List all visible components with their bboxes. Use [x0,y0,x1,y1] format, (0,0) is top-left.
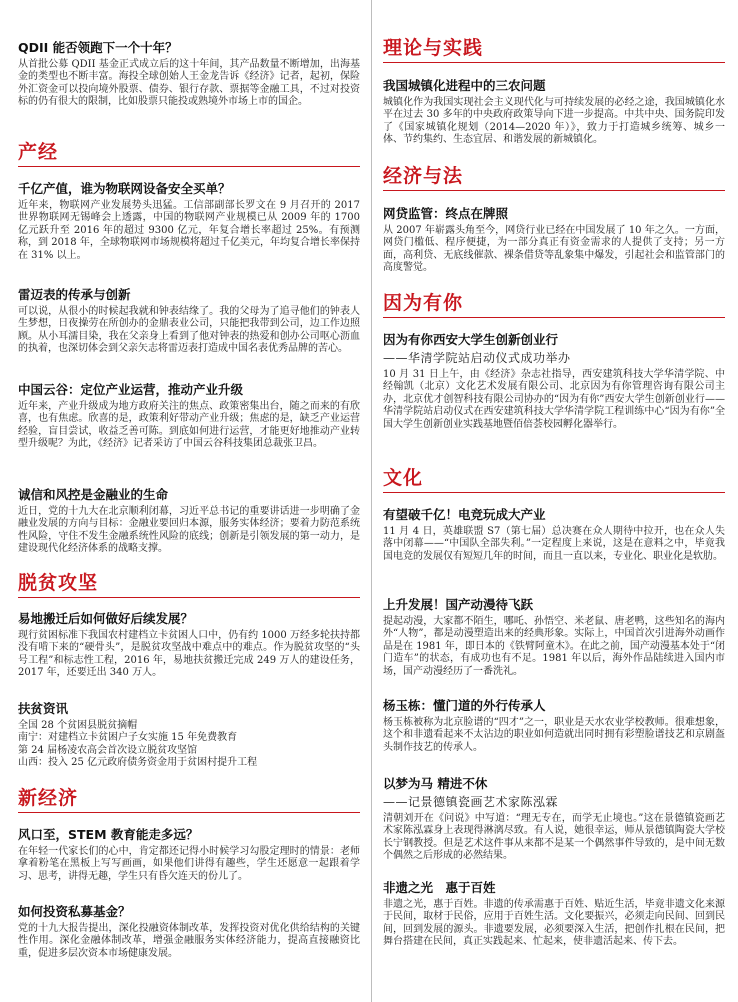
article-body: 清朝刘开在《问说》中写道：“理无专在，而学无止境也。”这在景德镇瓷画艺术家陈泓霖身上表现得淋漓尽致。有人说，她很幸运，师从景德镇陶瓷大学校长宁钢教授。但是艺术这件事从来都不是某一个偶然事件导致的，是中间无数个偶然之后形成的必然结果。 [383,813,725,862]
article-body: 城镇化作为我国实现社会主义现代化与可持续发展的必经之途，我国城镇化水平在过去 30 多年的中央政府政策导向下进一步提高。中共中央、国务院印发了《国家城镇化规划（2014—2020 年）》，致力于打造城乡统筹、城乡一体、节约集约、生态宜居、和谐发展的新城镇化。 [383,97,725,146]
list-item[interactable]: 山西：投入 25 亿元政府债务资金用于贫困村提升工程 [18,757,258,769]
article-china-cloud-valley[interactable] [18,382,360,451]
section-heading-theory-practice[interactable]: 理论与实践 [383,37,484,59]
article-title: 上升发展！国产动漫待飞跃 [383,597,534,612]
article-relocation[interactable] [18,611,360,680]
article-body: 近年来，产业升级成为地方政府关注的焦点、政策密集出台，随之而来的有欣喜，也有焦虑。欣喜的是，政策利好带动产业升级；焦虑的是，缺乏产业运营经验，盲目尝试，收益乏善可陈。到底如何进行运营，才能更好地推动产业转型升级呢？为此，《经济》记者采访了中国云谷科技集团总裁张卫昌。 [18,401,360,450]
article-title: 易地搬迁后如何做好后续发展？ [18,611,194,626]
article-body: 10 月 31 日上午，由《经济》杂志社指导，西安建筑科技大学华清学院、中经翰凯（北京）文化艺术发展有限公司、北京因为有你管理咨询有限公司主办，北京优才创智科技有限公司协办的“因为有你”西安大学生创新创业行——华清学院站启动仪式在西安建筑科技大学华清学院工程训练中心“因为有你”全国大学生创新创业实践基地暨佰倍荟校园孵化器举行。 [383,369,725,430]
list-item[interactable]: 全国 28 个贫困县脱贫摘帽 [18,720,138,731]
article-body: 从 2007 年崭露头角至今，网贷行业已经在中国发展了 10 年之久。一方面，网贷门槛低、程序便捷，为一部分真正有资金需求的人提供了支持；另一方面，高利贷、无底线催款、裸条借贷等乱象集中爆发，引起社会和监管部门的高度警觉。 [383,225,725,274]
article-title: 非遗之光 惠于百姓 [383,880,496,895]
article-title: QDII 能否领跑下一个十年？ [18,40,178,55]
list-item[interactable]: 第 24 届杨凌农高会首次设立脱贫攻坚馆 [18,744,198,756]
article-p2p-regulation[interactable] [383,206,725,275]
section-divider [383,492,725,493]
article-xian-innovation[interactable] [383,332,725,431]
section-heading-poverty[interactable]: 脱贫攻坚 [18,572,99,594]
section-heading-new-economy[interactable]: 新经济 [18,787,79,809]
article-subtitle: ——记景德镇瓷画艺术家陈泓霖 [383,795,559,809]
section-divider [18,166,360,167]
article-title: 有望破千亿！电竞玩成大产业 [383,507,546,522]
article-stem-education[interactable] [18,827,360,883]
article-title: 诚信和风控是金融业的生命 [18,487,169,502]
poverty-news-list[interactable] [18,701,360,770]
section-divider [18,597,360,598]
article-animation[interactable] [383,597,725,678]
article-iot-security[interactable] [18,181,360,262]
article-body: 党的十九大报告提出，深化投融资体制改革，发挥投资对优化供给结构的关键性作用。深化金融体制改革，增强金融服务实体经济能力，提高直接融资比重，促进多层次资本市场健康发展。 [18,923,360,959]
article-title: 我国城镇化进程中的三农问题 [383,78,546,93]
section-divider [383,62,725,63]
article-esports[interactable] [383,507,725,563]
article-title: 以梦为马 精进不休 [383,776,488,791]
article-body: 非遗之光，惠于百姓。非遗的传承需惠于百姓、贴近生活，毕竟非遗文化来源于民间，取材于民俗，应用于百姓生活。文化要振兴，必须走向民间、回到民间，回到发展的源头。非遗要发展，必须要深入生活，把创作扎根在民间，把舞台搭建在民间，真正实践起来、忙起来，使非遗活起来、传下去。 [383,899,725,948]
section-divider [383,190,725,191]
article-body: 从首批公募 QDII 基金正式成立后的这十年间，其产品数量不断增加，出海基金的类型也不断丰富。海投全球创始人王金龙告诉《经济》记者，起初，保险外汇资金可以投向境外股票、债券、银行存款、票据等金融工具，不过对投资标的仍有很大的限制，比如股票只能投或熟境外市场上市的国企。 [18,59,360,108]
article-body: 可以说，从很小的时候起我就和钟表结缘了。我的父母为了追寻他们的钟表人生梦想，日夜操劳在所创办的金鼎表业公司，只能把我带到公司，边工作边照顾。从小耳濡目染，我在父亲身上看到了他对钟表的热爱和创办公司呕心沥血的执着，也深切体会到父亲矢志将雷迈表打造成中国名表优秀品牌的苦心。 [18,306,360,355]
article-title: 千亿产值，谁为物联网设备安全买单？ [18,181,231,196]
article-title: 如何投资私募基金？ [18,904,131,919]
article-title: 雷迈表的传承与创新 [18,287,131,302]
article-title: 杨玉栋：懂门道的外行传承人 [383,698,546,713]
article-watch-brand[interactable] [18,287,360,356]
section-heading-chanjing[interactable]: 产经 [18,141,59,163]
article-body: 现行贫困标准下我国农村建档立卡贫困人口中，仍有约 1000 万经多轮扶持都没有啃下来的“硬骨头”，是脱贫攻坚战中难点中的难点。作为脱贫攻坚的“头号工程”和标志性工程，2016 年，易地扶贫搬迁完成 249 万人的建设任务，2017 年，还要迁出 340 万人。 [18,630,360,679]
article-body: 在年轻一代家长们的心中，肯定都还记得小时候学习勾股定理时的情景：老师拿着粉笔在黑板上写写画画，如果他们讲得有趣些，学生还愿意一起跟着学习、思考，讲得无趣，学生只有昏欠连天的份儿了。 [18,846,360,882]
article-title: 扶贫资讯 [18,701,69,716]
article-title: 风口至，STEM 教育能走多远？ [18,827,199,842]
list-item[interactable]: 南宁：对建档立卡贫困户子女实施 15 年免费教育 [18,732,238,744]
section-heading-because-of-you[interactable]: 因为有你 [383,292,464,314]
article-qdii[interactable] [18,40,360,109]
section-heading-culture[interactable]: 文化 [383,467,424,489]
article-title: 因为有你西安大学生创新创业行 [383,332,559,347]
article-body: 提起动漫，大家都不陌生，哪吒、孙悟空、米老鼠、唐老鸭，这些知名的海内外“人物”，都是动漫塑造出来的经典形象。实际上，中国首次引进海外动画作品是在 1981 年，即日本的《铁臂阿童木》。在此之前，国产动漫基本处于“闭门造车”的状态，有成功也有不足。1981 年以后，海外作品陆续进入国内市场，国产动漫经历了一番洗礼。 [383,616,725,677]
article-body: 杨玉栋被称为北京脸谱的“四才”之一，职业是天水农业学校教师。很难想象，这个和非遗看起来不太沾边的职业如何造就出同时拥有彩塑脸谱技艺和京剧盔头制作技艺的传承人。 [383,717,725,753]
article-subtitle: ——华清学院站启动仪式成功举办 [383,351,571,365]
article-title: 中国云谷：定位产业运营，推动产业升级 [18,382,244,397]
article-body: 近日，党的十九大在北京顺利闭幕，习近平总书记的重要讲话进一步明确了金融业发展的方向与目标：金融业要回归本源，服务实体经济；要着力防范系统性风险，守住不发生金融系统性风险的底线；创新是引领发展的第一动力，是建设现代化经济体系的战略支撑。 [18,506,360,555]
article-chen-honglin[interactable] [383,776,725,863]
article-urbanization[interactable] [383,78,725,147]
section-heading-economy-law[interactable]: 经济与法 [383,165,464,187]
section-divider [383,317,725,318]
section-divider [18,812,360,813]
article-yang-yudong[interactable] [383,698,725,754]
article-body: 11 月 4 日，英雄联盟 S7（第七届）总决赛在众人期待中拉开，也在众人失落中闭幕——“中国队全部失利。”一定程度上来说，这是在意料之中，毕竟我国电竞的发展仅有短短几年的时间，而且一直以来，专业化、职业化是软肋。 [383,526,725,562]
article-title: 网贷监管：终点在牌照 [383,206,509,221]
article-body: 近年来，物联网产业发展势头迅猛。工信部副部长罗文在 9 月召开的 2017 世界物联网无锡峰会上透露，中国的物联网产业规模已从 2009 年的 1700 亿元跃升至 2016 年的超过 9300 亿元，年复合增长率超过 25%。有预测称，到 2018 年，全球物联网市场规模将超过千亿美元，年均复合增长率保持在 31% 以上。 [18,200,360,261]
article-intangible-heritage[interactable] [383,880,725,949]
column-divider [371,0,372,1002]
article-private-equity[interactable] [18,904,360,960]
article-finance-risk[interactable] [18,487,360,556]
